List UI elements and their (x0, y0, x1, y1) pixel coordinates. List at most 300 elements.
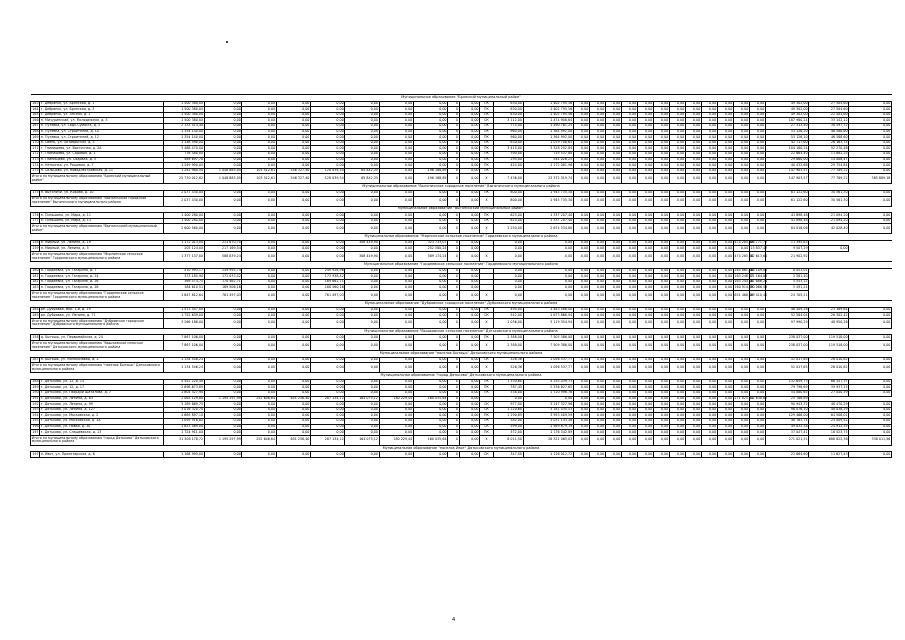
table-cell: 173 938,42 (311, 274, 345, 280)
table-cell: 0,00 (242, 430, 276, 436)
table-cell: 1 500 380,00 (163, 118, 204, 124)
total-row (31, 363, 892, 373)
table-cell: 0,00 (413, 135, 447, 141)
table-cell: 0,00 (523, 268, 573, 274)
table-cell: 0,00 (701, 452, 717, 458)
table-cell: 0,00 (669, 196, 685, 206)
table-cell: 0,00 (849, 196, 892, 206)
table-cell: 1 945 735,30 (523, 190, 573, 196)
table-cell: 0,00 (849, 151, 892, 157)
table-cell: 0,00 (653, 452, 669, 458)
table-cell: 0,00 (849, 190, 892, 196)
table-cell: 1 337 207,40 (523, 213, 573, 219)
table-cell: ПК (480, 123, 494, 129)
table-cell: 0,00 (573, 385, 589, 391)
table-cell: 0,00 (493, 291, 523, 301)
table-cell: 0,00 (379, 135, 413, 141)
table-cell: 0,00 (379, 123, 413, 129)
table-cell: 0,00 (637, 246, 653, 252)
table-cell: 0,00 (276, 140, 310, 146)
table-cell: 0,00 (849, 213, 892, 219)
table-cell: 546 327,40 (276, 168, 310, 174)
table-cell: 0,00 (573, 435, 589, 445)
table-cell: 0,00 (493, 396, 523, 402)
table-cell: 0,00 (276, 190, 310, 196)
table-cell: 0,00 (276, 379, 310, 385)
table-cell: 0,00 (413, 424, 447, 430)
table-cell: 0,00 (621, 246, 637, 252)
table-cell: 0,00 (685, 129, 701, 135)
table-cell: 0 (448, 101, 459, 107)
table-cell: 1 354 140,00 (163, 135, 204, 141)
table-cell: 0,00 (669, 452, 685, 458)
table-cell: 0,00 (276, 274, 310, 280)
table-cell: 0,00 (605, 268, 621, 274)
table-cell: 0 (448, 318, 459, 328)
table-cell: г. Дятьково, ул. Ленина, д. 99 (40, 402, 163, 408)
table-cell: 8 011,50 (493, 435, 523, 445)
table-cell: 0 (448, 313, 459, 319)
total-row (31, 318, 892, 328)
table-cell: 0,00 (637, 151, 653, 157)
table-cell: 0,00 (276, 196, 310, 206)
table-cell: 0,00 (204, 390, 242, 396)
table-cell: 0,00 (685, 190, 701, 196)
table-cell: 49 410,40 (749, 291, 765, 301)
table-cell: 0,00 (637, 213, 653, 219)
table-cell: 0,00 (637, 291, 653, 301)
table-cell: 0 (448, 452, 459, 458)
table-cell: 0,00 (701, 151, 717, 157)
table-cell: г. Дебрянск, ул. Лесная, д. 2 (40, 112, 163, 118)
table-cell: 27 504,60 (809, 107, 849, 113)
table-cell: 0,00 (379, 190, 413, 196)
table-cell: 0,00 (276, 146, 310, 152)
table-cell: 0,00 (637, 224, 653, 234)
table-cell: 0,00 (459, 157, 480, 163)
table-cell: 0,00 (717, 307, 733, 313)
table-cell: 0,00 (379, 390, 413, 396)
table-cell: 0,00 (276, 313, 310, 319)
table-cell: 3 328 252,84 (523, 146, 573, 152)
table-cell: 0 (448, 396, 459, 402)
table-cell: 11 395,63 (765, 240, 808, 246)
table-cell: 776 480,00 (163, 151, 204, 157)
table-cell: 167 (32, 123, 39, 128)
table-cell: 0,00 (849, 424, 892, 430)
table-cell: 0,00 (523, 240, 573, 246)
table-cell: 0,00 (637, 396, 653, 402)
table-cell: 164 075,12 (345, 435, 379, 445)
table-cell: 0,00 (311, 246, 345, 252)
total-row (31, 291, 892, 301)
table-cell: 0,00 (701, 335, 717, 341)
table-cell: 0,00 (276, 252, 310, 262)
table-cell: 0,00 (589, 413, 605, 419)
table-cell: 0,00 (573, 318, 589, 328)
table-cell: X (480, 196, 494, 206)
table-cell: 0,00 (701, 213, 717, 219)
table-cell: 0,00 (749, 218, 765, 224)
table-cell: 0,00 (589, 313, 605, 319)
table-cell: 0,00 (605, 396, 621, 402)
table-cell: 0,00 (459, 279, 480, 285)
table-cell: 0,00 (621, 268, 637, 274)
table-cell: 0,00 (589, 101, 605, 107)
table-cell: 0,00 (459, 452, 480, 458)
table-cell: 0,00 (749, 213, 765, 219)
table-cell: 0,00 (459, 123, 480, 129)
table-cell: 0,00 (669, 151, 685, 157)
table-cell: 0,00 (605, 163, 621, 169)
table-cell: 0,00 (413, 123, 447, 129)
table-cell: 7 509 386,00 (523, 341, 573, 351)
table-cell: 0,00 (849, 101, 892, 107)
table-cell: г. Глинищево, ул. Восточная, д. 2А (40, 146, 163, 152)
table-cell: 0,00 (669, 274, 685, 280)
table-cell: 0,00 (242, 413, 276, 419)
table-cell: 0,00 (276, 363, 310, 373)
table-cell: 0,00 (345, 402, 379, 408)
table-cell: 0,00 (605, 402, 621, 408)
table-cell: 0,00 (637, 101, 653, 107)
table-cell: 0,00 (379, 174, 413, 184)
table-cell: 0,00 (717, 285, 733, 291)
table-cell: п. Мичуринский, ул. Молодежная, д. 5 (40, 118, 163, 124)
table-cell: п. Пильшино, ул. Мира, д. 13 (40, 218, 163, 224)
table-cell: 0,00 (637, 357, 653, 363)
table-cell: 0,00 (242, 135, 276, 141)
table-cell: 0,00 (849, 107, 892, 113)
table-cell: 0,00 (621, 435, 637, 445)
table-cell: 0,00 (379, 151, 413, 157)
table-cell: 0,00 (276, 163, 310, 169)
table-cell: 0,00 (589, 285, 605, 291)
table-cell: 474 285,68 (734, 240, 754, 245)
table-cell: 0,00 (573, 390, 589, 396)
table-cell: 0,00 (733, 112, 749, 118)
table-cell: 0,00 (459, 313, 480, 319)
table-cell: 0,00 (717, 252, 733, 262)
table-cell: 1 195 297,99 (204, 435, 242, 445)
table-cell: 0,00 (276, 318, 310, 328)
table-cell: г. Дятьково, ул. Ленина, д. 63 (40, 396, 163, 402)
table-cell: 0,00 (849, 335, 892, 341)
table-cell: 0,00 (717, 168, 733, 174)
table-cell: 0,00 (637, 218, 653, 224)
table-cell: 0,00 (459, 385, 480, 391)
table-cell: 0,00 (669, 168, 685, 174)
table-cell: 0,00 (242, 418, 276, 424)
table-cell: 0,00 (621, 379, 637, 385)
table-cell: 164 (32, 106, 39, 111)
table-cell: 3 016 320,70 (163, 407, 204, 413)
table-cell: 1 126 012,72 (523, 452, 573, 458)
table-cell: 0,00 (573, 357, 589, 363)
table-cell: 0,00 (523, 246, 573, 252)
table-cell: 0,00 (204, 213, 242, 219)
table-cell: 0,00 (733, 135, 749, 141)
table-cell: 0,00 (311, 129, 345, 135)
table-cell: 0,00 (733, 357, 749, 363)
table-cell: 0,00 (573, 407, 589, 413)
table-cell: 0,00 (717, 151, 733, 157)
table-cell: 163 248,17 (734, 273, 754, 278)
table-cell: 37 047,41 (765, 430, 808, 436)
table-cell: 0,00 (749, 402, 765, 408)
table-cell: 0,00 (204, 123, 242, 129)
table-cell: 0,00 (701, 385, 717, 391)
table-cell: 0,00 (717, 424, 733, 430)
table-cell: 0,00 (242, 307, 276, 313)
table-cell: 2 037 430,00 (163, 190, 204, 196)
table-cell: 0,00 (605, 168, 621, 174)
table-cell: 0,00 (685, 379, 701, 385)
table-cell: 0,00 (621, 224, 637, 234)
table-cell: 0,00 (733, 224, 749, 234)
table-cell: 0,00 (653, 341, 669, 351)
table-cell: 0,00 (849, 218, 892, 224)
table-cell: 0,00 (701, 140, 717, 146)
table-cell: 1 490 761,25 (523, 123, 573, 129)
table-cell: 0,00 (311, 107, 345, 113)
table-cell: 0 (448, 123, 459, 129)
table-cell: 0,00 (459, 129, 480, 135)
table-cell: 0,00 (685, 385, 701, 391)
table-cell: 1 752 639,00 (163, 313, 204, 319)
total-row (31, 196, 892, 206)
table-cell: 0,00 (589, 379, 605, 385)
table-cell: 0,00 (717, 413, 733, 419)
table-cell: 0,00 (276, 418, 310, 424)
table-cell: 0,00 (605, 390, 621, 396)
table-cell: 0,00 (242, 157, 276, 163)
table-cell: 1 134 546,24 (163, 357, 204, 363)
table-cell: 0,00 (379, 341, 413, 351)
table-cell: 1 056 537,77 (523, 363, 573, 373)
table-cell: 0,00 (589, 151, 605, 157)
table-cell: 0,00 (605, 174, 621, 184)
table-cell: 0,00 (717, 224, 733, 234)
table-cell: 0,00 (621, 402, 637, 408)
table-cell: 0,00 (345, 157, 379, 163)
table-cell: 0,00 (311, 452, 345, 458)
table-cell: п. Гордеевка, ул. Гагарина, д. 26 (40, 279, 163, 285)
table-cell: 0,00 (685, 307, 701, 313)
table-cell: 0,00 (669, 135, 685, 141)
table-cell: 0,00 (345, 413, 379, 419)
table-cell: г. Дятьково, ул. Московская, д. 1А (40, 418, 163, 424)
table-cell: 0,00 (573, 363, 589, 373)
table-cell: 132 659,73 (765, 379, 808, 385)
table-cell: 180 (32, 268, 39, 273)
table-cell: 0,00 (637, 123, 653, 129)
table-cell: 22 504,60 (809, 112, 849, 118)
table-cell: 0,00 (621, 385, 637, 391)
table-cell: 7 867 106,00 (163, 335, 204, 341)
table-cell: 0,00 (717, 240, 733, 246)
table-cell: 184 610,51 (163, 285, 204, 291)
table-cell: 0,00 (589, 224, 605, 234)
table-cell: 0,00 (653, 363, 669, 373)
table-cell: 0,00 (701, 318, 717, 328)
table-cell: 0,00 (345, 390, 379, 396)
table-cell: 0 (448, 218, 459, 224)
table-cell: 0,00 (605, 107, 621, 113)
total-row (31, 224, 892, 234)
table-cell: 0,00 (589, 112, 605, 118)
table-cell: 0,00 (701, 274, 717, 280)
table-cell: 0,00 (621, 218, 637, 224)
table-cell: 0,00 (589, 118, 605, 124)
table-cell: 2 698 673,89 (163, 385, 204, 391)
table-cell: 0,00 (701, 435, 717, 445)
table-cell: 0,00 (669, 357, 685, 363)
table-cell: 0,00 (459, 196, 480, 206)
table-cell: 0,00 (311, 341, 345, 351)
table-cell: 0,00 (669, 402, 685, 408)
table-cell: 0,00 (242, 407, 276, 413)
table-cell: Муниципальное образование "Мирнинское сельское поселение" Гордеевского муниципального района (31, 234, 892, 241)
table-cell: 0,00 (311, 318, 345, 328)
table-cell: 0,00 (701, 279, 717, 285)
table-cell: 0,00 (653, 123, 669, 129)
table-cell: 0,00 (685, 357, 701, 363)
table-cell: 0,00 (204, 424, 242, 430)
table-cell: 0,00 (276, 151, 310, 157)
table-cell: 39 937,25 (809, 385, 849, 391)
table-cell: 191 (32, 396, 39, 400)
table-cell: 0,00 (311, 313, 345, 319)
table-cell: 197 (32, 429, 39, 434)
table-cell: 0,00 (701, 285, 717, 291)
table-cell: Итого по муниципальному образованию "поселок Бытошь" Дятьковского муниципального района (31, 363, 164, 373)
table-cell: 14 008,47 (809, 157, 849, 163)
table-cell: 0,00 (653, 118, 669, 124)
table-cell: 0,00 (379, 291, 413, 301)
table-cell: Итого по муниципальному образованию "город Дятьково" Дятьковского муниципального района (31, 435, 164, 445)
table-cell: 15 837,47 (750, 245, 768, 250)
table-cell: 0,00 (669, 390, 685, 396)
table-cell: 0,00 (669, 396, 685, 402)
table-cell: 0,00 (379, 218, 413, 224)
table-cell: 0,00 (311, 413, 345, 419)
table-cell: 0,00 (413, 129, 447, 135)
table-cell: 0,00 (669, 341, 685, 351)
table-cell: 196 (32, 423, 39, 428)
table-cell: 0 (448, 418, 459, 424)
table-cell: 0,00 (701, 123, 717, 129)
table-cell: 0,00 (701, 418, 717, 424)
table-cell: 0,00 (701, 240, 717, 246)
table-cell: 0 (448, 140, 459, 146)
table-cell: 79 798,69 (765, 385, 808, 391)
table-cell: 0,00 (379, 307, 413, 313)
table-cell: 0,00 (621, 279, 637, 285)
table-cell: 26 010,82 (809, 357, 849, 363)
table-cell: 0,00 (573, 101, 589, 107)
table-cell: 3 181 435,53 (523, 407, 573, 413)
table-cell: 0,00 (717, 341, 733, 351)
table-cell: п. Путевка, ул. Садк.Суббота, д. 3 (40, 123, 163, 129)
table-cell: г. Дебрянск, ул. Брянская, д. 3 (40, 107, 163, 113)
table-cell: 0,00 (204, 363, 242, 373)
table-cell: п. Мирный, ул. Ленина, д. 5 (40, 246, 163, 252)
table-cell: 338 011,56 (849, 435, 892, 445)
table-cell: 0,00 (733, 246, 749, 252)
table-cell: 0,00 (685, 274, 701, 280)
table-cell: 3 189 869,75 (163, 402, 204, 408)
table-cell: 0,00 (849, 318, 892, 328)
table-cell: 0,00 (621, 174, 637, 184)
table-cell: 0,00 (379, 413, 413, 419)
table-cell: 0,00 (459, 252, 480, 262)
table-cell: 0,00 (589, 335, 605, 341)
table-cell: 0,00 (589, 196, 605, 206)
table-cell: 0,00 (379, 146, 413, 152)
table-cell: 0,00 (379, 407, 413, 413)
table-cell: 5 581,40 (765, 274, 808, 280)
table-cell: 0 (448, 174, 459, 184)
table-cell: Итого по муниципальному образованию "Мирнинское сельское поселение" Гордеевского муниципального района (31, 252, 164, 262)
table-cell: 0,00 (733, 424, 749, 430)
table-cell: 735 437,80 (523, 151, 573, 157)
table-cell: 0,00 (669, 424, 685, 430)
table-cell: 0,00 (717, 407, 733, 413)
table-cell: 0,00 (589, 140, 605, 146)
table-cell: 0,00 (573, 174, 589, 184)
table-cell: 97 990,29 (765, 318, 808, 328)
table-cell: 0,00 (345, 146, 379, 152)
table-cell: 0,00 (204, 190, 242, 196)
table-cell: 0,00 (749, 112, 765, 118)
table-cell: 0,00 (621, 407, 637, 413)
table-cell: 0,00 (345, 341, 379, 351)
table-cell: 0,00 (573, 246, 589, 252)
table-cell: рп. Дубровка, мкр. 1-й, д. 19 (40, 307, 163, 313)
table-cell: 1 079 708,65 (523, 140, 573, 146)
table-cell: 0,00 (589, 123, 605, 129)
table-cell: 0,00 (242, 363, 276, 373)
table-cell: 90 943,72 (765, 402, 808, 408)
table-cell: 0,00 (653, 224, 669, 234)
table-cell: 0,00 (345, 363, 379, 373)
table-cell: 0,00 (379, 335, 413, 341)
table-cell: 0,00 (345, 118, 379, 124)
table-cell: 0,00 (749, 385, 765, 391)
table-cell: 0,00 (589, 363, 605, 373)
table-cell: 0,00 (379, 129, 413, 135)
table-cell: 217 169,54 (204, 246, 242, 252)
table-cell: 1 330,60 (493, 379, 523, 385)
table-cell: 52 017,65 (765, 363, 808, 373)
table-cell: 182 (32, 279, 39, 284)
table-cell: 0,00 (459, 430, 480, 436)
table-cell: 0,00 (717, 190, 733, 196)
table-cell: 0,00 (523, 285, 573, 291)
table-cell: 0,00 (379, 140, 413, 146)
table-cell: 0,00 (311, 101, 345, 107)
table-cell: 0,00 (523, 396, 573, 402)
table-cell: 25 730 012,62 (163, 174, 204, 184)
table-cell: 0,00 (204, 402, 242, 408)
table-cell: 0,00 (573, 146, 589, 152)
table-cell: 0,00 (459, 318, 480, 328)
table-cell: 0,00 (701, 101, 717, 107)
table-cell: 0,00 (379, 101, 413, 107)
table-cell: 0,00 (621, 430, 637, 436)
table-cell: 0,00 (669, 335, 685, 341)
